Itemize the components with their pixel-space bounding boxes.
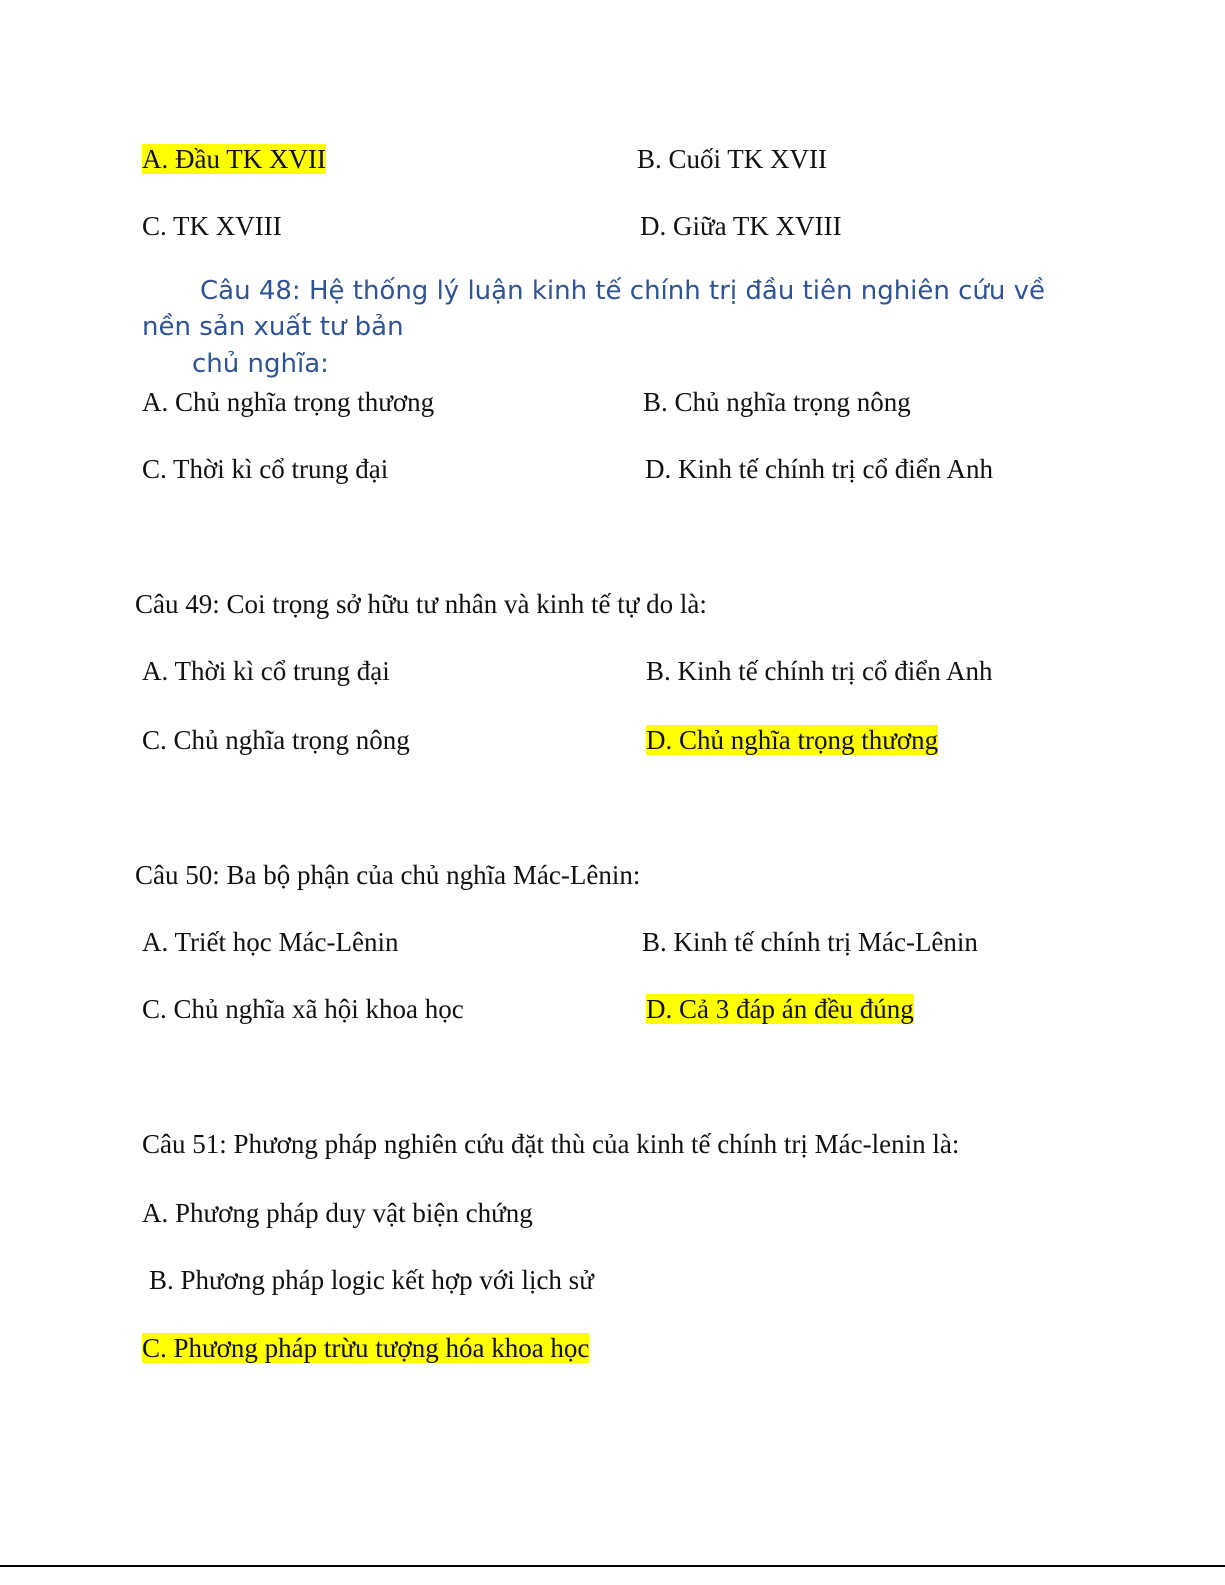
q47-option-d: D. Giữa TK XVIII bbox=[640, 211, 842, 241]
q48-option-c: C. Thời kì cổ trung đại bbox=[142, 454, 389, 484]
q50-option-c: C. Chủ nghĩa xã hội khoa học bbox=[142, 994, 464, 1024]
q48-question-line2: nền sản xuất tư bản bbox=[142, 312, 404, 342]
q50-option-b: B. Kinh tế chính trị Mác-Lênin bbox=[642, 927, 978, 957]
q49-option-b: B. Kinh tế chính trị cổ điển Anh bbox=[646, 656, 993, 686]
q51-option-a: A. Phương pháp duy vật biện chứng bbox=[142, 1198, 533, 1228]
q48-question-line1: Câu 48: Hệ thống lý luận kinh tế chính trị đầu tiên nghiên cứu về bbox=[200, 276, 1046, 306]
q48-question-line3: chủ nghĩa: bbox=[192, 349, 329, 379]
q49-option-d: D. Chủ nghĩa trọng thương bbox=[646, 725, 939, 755]
q50-question: Câu 50: Ba bộ phận của chủ nghĩa Mác-Lênin: bbox=[135, 860, 641, 890]
page-bottom-border bbox=[0, 1565, 1225, 1567]
q47-option-b: B. Cuối TK XVII bbox=[637, 144, 828, 174]
q49-question: Câu 49: Coi trọng sở hữu tư nhân và kinh tế tự do là: bbox=[135, 589, 707, 619]
q48-option-a: A. Chủ nghĩa trọng thương bbox=[142, 387, 435, 417]
q49-option-c: C. Chủ nghĩa trọng nông bbox=[142, 725, 410, 755]
q51-option-b: B. Phương pháp logic kết hợp với lịch sử bbox=[149, 1265, 594, 1295]
q48-option-d: D. Kinh tế chính trị cổ điển Anh bbox=[645, 454, 993, 484]
q49-option-a: A. Thời kì cổ trung đại bbox=[142, 656, 390, 686]
q50-option-a: A. Triết học Mác-Lênin bbox=[142, 927, 399, 957]
q48-option-b: B. Chủ nghĩa trọng nông bbox=[643, 387, 911, 417]
q47-option-a: A. Đầu TK XVII bbox=[142, 144, 326, 174]
q50-option-d: D. Cả 3 đáp án đều đúng bbox=[646, 994, 914, 1024]
q51-question: Câu 51: Phương pháp nghiên cứu đặt thù của kinh tế chính trị Mác-lenin là: bbox=[142, 1129, 960, 1159]
q47-option-c: C. TK XVIII bbox=[142, 211, 282, 241]
q51-option-c: C. Phương pháp trừu tượng hóa khoa học bbox=[142, 1333, 590, 1363]
